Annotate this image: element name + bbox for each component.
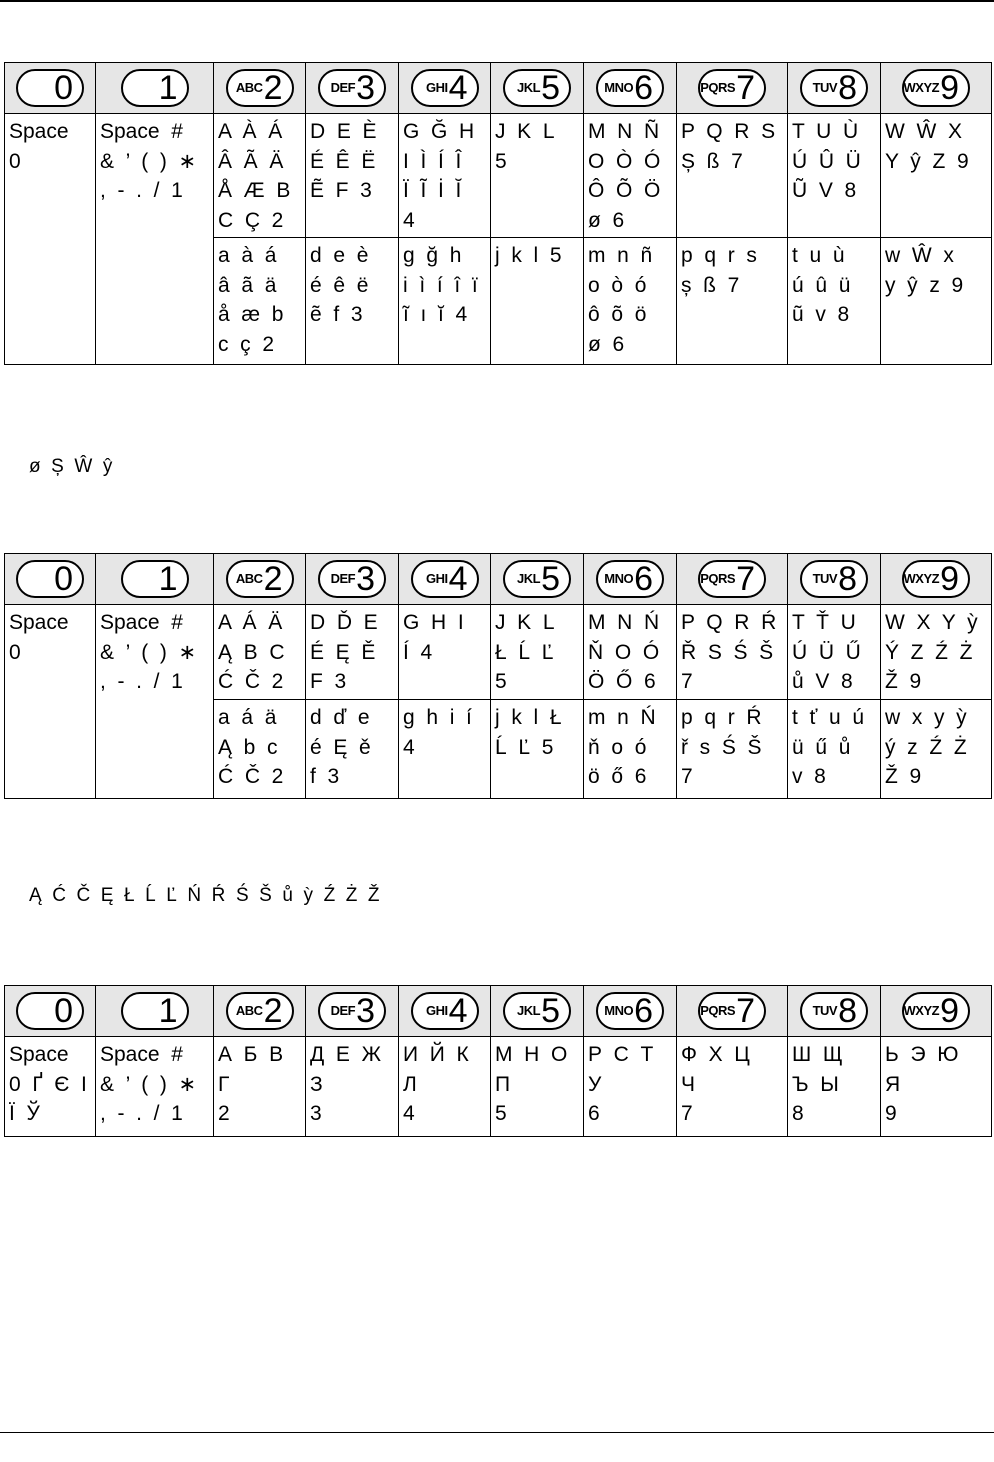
key-6-upper: M N Ń Ň O Ó Ö Ő 6 bbox=[584, 605, 677, 700]
key-header-row bbox=[5, 986, 992, 1037]
key-4-upper: G Ğ H I Ì Í Î Ï Ĩ İ Ĭ 4 bbox=[399, 114, 491, 238]
key-4-icon: GHI 4 bbox=[411, 69, 479, 107]
key-8-cell bbox=[788, 63, 881, 114]
key-5-lower: j k l 5 bbox=[491, 238, 584, 365]
key-0-chars: Space 0 bbox=[5, 605, 96, 799]
key-7-upper: P Q R Ŕ Ř S Ś Š 7 bbox=[677, 605, 788, 700]
key-5-chars: М Н О П 5 bbox=[491, 1037, 584, 1137]
key-3-lower: d e è é ê ë ẽ f 3 bbox=[306, 238, 399, 365]
key-4-cell bbox=[399, 554, 491, 605]
key-8-icon: TUV 8 bbox=[800, 992, 868, 1030]
special-chars-note-2: Ą Ć Č Ę Ł Ĺ Ľ Ń Ŕ Ś Š ů ỳ Ź Ż Ž bbox=[29, 885, 380, 906]
key-9-cell bbox=[881, 986, 992, 1037]
key-9-cell bbox=[881, 63, 992, 114]
key-1-icon: 1 bbox=[121, 69, 189, 107]
key-7-cell bbox=[677, 63, 788, 114]
key-8-upper: T U Ù Ú Û Ü Ũ V 8 bbox=[788, 114, 881, 238]
key-2-icon: ABC 2 bbox=[226, 992, 294, 1030]
key-7-cell bbox=[677, 986, 788, 1037]
key-7-lower: p q r s ș ß 7 bbox=[677, 238, 788, 365]
key-2-chars: А Б В Г 2 bbox=[214, 1037, 306, 1137]
key-4-chars: И Й К Л 4 bbox=[399, 1037, 491, 1137]
key-8-chars: Ш Щ Ъ Ы 8 bbox=[788, 1037, 881, 1137]
key-6-lower: m n Ń ň o ó ö ő 6 bbox=[584, 700, 677, 799]
key-1-chars: Space # & ’ ( ) ∗ , - . / 1 bbox=[96, 114, 214, 365]
key-7-icon: PQRS 7 bbox=[698, 69, 766, 107]
key-8-cell bbox=[788, 986, 881, 1037]
character-row bbox=[5, 1037, 992, 1137]
key-5-upper: J K L Ł Ĺ Ľ 5 bbox=[491, 605, 584, 700]
key-6-cell bbox=[584, 63, 677, 114]
key-8-lower: t ť u ú ü ű ů v 8 bbox=[788, 700, 881, 799]
key-4-cell bbox=[399, 986, 491, 1037]
key-7-chars: Ф Х Ц Ч 7 bbox=[677, 1037, 788, 1137]
key-4-icon: GHI 4 bbox=[411, 560, 479, 598]
key-6-cell bbox=[584, 554, 677, 605]
key-8-upper: T Ť U Ú Ü Ű ů V 8 bbox=[788, 605, 881, 700]
key-1-cell bbox=[96, 554, 214, 605]
key-header-row bbox=[5, 554, 992, 605]
key-7-lower: p q r Ŕ ř s Ś Š 7 bbox=[677, 700, 788, 799]
key-1-cell bbox=[96, 986, 214, 1037]
key-0-icon: 0 bbox=[16, 69, 84, 107]
key-4-cell bbox=[399, 63, 491, 114]
key-9-icon: WXYZ 9 bbox=[902, 560, 970, 598]
key-8-lower: t u ù ú û ü ũ v 8 bbox=[788, 238, 881, 365]
character-table-central-european bbox=[4, 553, 992, 799]
key-6-chars: Р С Т У 6 bbox=[584, 1037, 677, 1137]
key-5-upper: J K L 5 bbox=[491, 114, 584, 238]
key-2-upper: A Á Ä Ą B C Ć Č 2 bbox=[214, 605, 306, 700]
key-2-cell bbox=[214, 986, 306, 1037]
key-0-cell bbox=[5, 986, 96, 1037]
key-9-upper: W Ŵ X Y ŷ Z 9 bbox=[881, 114, 992, 238]
key-3-icon: DEF 3 bbox=[318, 69, 386, 107]
key-5-cell bbox=[491, 63, 584, 114]
key-0-icon: 0 bbox=[16, 992, 84, 1030]
key-3-lower: d ď e é Ę ě f 3 bbox=[306, 700, 399, 799]
key-4-icon: GHI 4 bbox=[411, 992, 479, 1030]
key-7-icon: PQRS 7 bbox=[698, 992, 766, 1030]
key-3-icon: DEF 3 bbox=[318, 992, 386, 1030]
key-9-cell bbox=[881, 554, 992, 605]
special-chars-note-1: ø Ș Ŵ ŷ bbox=[29, 456, 113, 477]
key-8-icon: TUV 8 bbox=[800, 560, 868, 598]
key-0-icon: 0 bbox=[16, 560, 84, 598]
key-7-upper: P Q R S Ș ß 7 bbox=[677, 114, 788, 238]
key-2-upper: A À Á Â Ã Ä Å Æ B C Ç 2 bbox=[214, 114, 306, 238]
character-table-cyrillic bbox=[4, 985, 992, 1137]
key-3-cell bbox=[306, 63, 399, 114]
key-9-chars: Ь Э Ю Я 9 bbox=[881, 1037, 992, 1137]
key-1-icon: 1 bbox=[121, 992, 189, 1030]
key-7-cell bbox=[677, 554, 788, 605]
key-2-icon: ABC 2 bbox=[226, 560, 294, 598]
top-rule bbox=[0, 0, 994, 2]
key-8-cell bbox=[788, 554, 881, 605]
key-1-chars: Space # & ’ ( ) ∗ , - . / 1 bbox=[96, 1037, 214, 1137]
key-2-icon: ABC 2 bbox=[226, 69, 294, 107]
key-2-cell bbox=[214, 554, 306, 605]
key-5-icon: JKL 5 bbox=[503, 992, 571, 1030]
key-3-chars: Д Е Ж З 3 bbox=[306, 1037, 399, 1137]
key-header-row bbox=[5, 63, 992, 114]
key-6-cell bbox=[584, 986, 677, 1037]
key-6-icon: MNO 6 bbox=[596, 69, 664, 107]
key-6-lower: m n ñ o ò ó ô õ ö ø 6 bbox=[584, 238, 677, 365]
key-8-icon: TUV 8 bbox=[800, 69, 868, 107]
key-3-cell bbox=[306, 986, 399, 1037]
key-0-cell bbox=[5, 554, 96, 605]
key-5-icon: JKL 5 bbox=[503, 69, 571, 107]
bottom-rule bbox=[0, 1432, 994, 1433]
key-1-cell bbox=[96, 63, 214, 114]
key-2-cell bbox=[214, 63, 306, 114]
key-9-icon: WXYZ 9 bbox=[902, 992, 970, 1030]
key-0-chars: Space 0 bbox=[5, 114, 96, 365]
key-0-cell bbox=[5, 63, 96, 114]
key-2-lower: a à á â ã ä å æ b c ç 2 bbox=[214, 238, 306, 365]
key-3-upper: D Ď E É Ę Ě F 3 bbox=[306, 605, 399, 700]
key-1-icon: 1 bbox=[121, 560, 189, 598]
key-5-cell bbox=[491, 986, 584, 1037]
uppercase-row bbox=[5, 605, 992, 700]
key-9-lower: w x y ỳ ý z Ź Ż Ž 9 bbox=[881, 700, 992, 799]
key-7-icon: PQRS 7 bbox=[698, 560, 766, 598]
key-6-icon: MNO 6 bbox=[596, 992, 664, 1030]
character-table-latin bbox=[4, 62, 992, 365]
uppercase-row bbox=[5, 114, 992, 238]
key-5-lower: j k l Ł Ĺ Ľ 5 bbox=[491, 700, 584, 799]
key-3-icon: DEF 3 bbox=[318, 560, 386, 598]
key-9-lower: w Ŵ x y ŷ z 9 bbox=[881, 238, 992, 365]
key-4-upper: G H I Í 4 bbox=[399, 605, 491, 700]
key-0-chars: Space 0 Ґ Є І Ї Ў bbox=[5, 1037, 96, 1137]
key-5-cell bbox=[491, 554, 584, 605]
key-5-icon: JKL 5 bbox=[503, 560, 571, 598]
key-3-upper: D E È É Ê Ë Ẽ F 3 bbox=[306, 114, 399, 238]
key-2-lower: a á ä Ą b c Ć Č 2 bbox=[214, 700, 306, 799]
key-1-chars: Space # & ’ ( ) ∗ , - . / 1 bbox=[96, 605, 214, 799]
key-6-upper: M N Ñ O Ò Ó Ô Õ Ö ø 6 bbox=[584, 114, 677, 238]
key-4-lower: g ğ h i ì í î ï ĩ ı ĭ 4 bbox=[399, 238, 491, 365]
key-6-icon: MNO 6 bbox=[596, 560, 664, 598]
key-3-cell bbox=[306, 554, 399, 605]
key-9-upper: W X Y ỳ Ý Z Ź Ż Ž 9 bbox=[881, 605, 992, 700]
key-9-icon: WXYZ 9 bbox=[902, 69, 970, 107]
key-4-lower: g h i í 4 bbox=[399, 700, 491, 799]
